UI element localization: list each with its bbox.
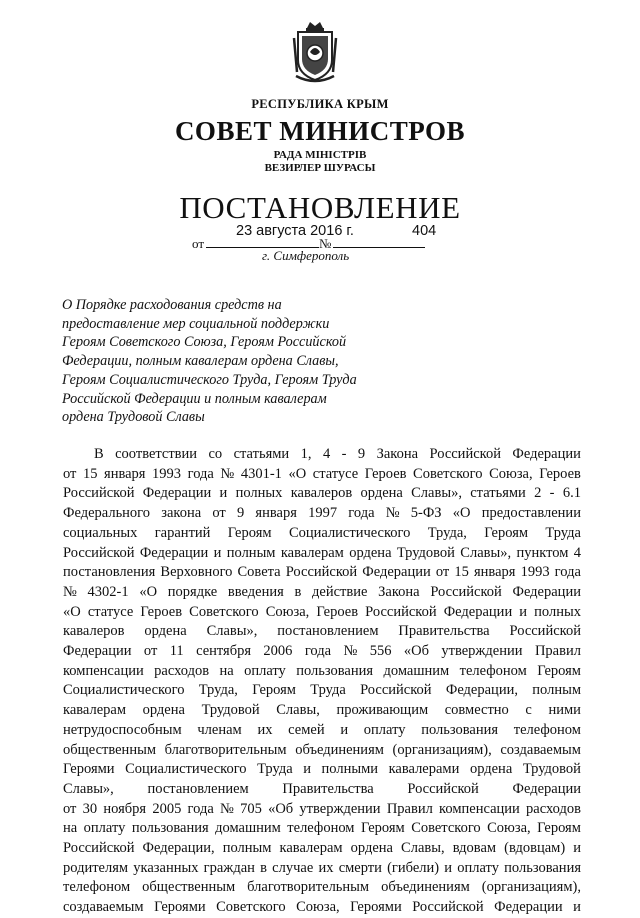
body-word: 5-ФЗ [410,505,442,522]
body-word: 15 [82,465,98,482]
body-word: Закона [378,583,420,600]
body-word: Российской [285,564,358,581]
council-name-ukrainian: РАДА МІНІСТРІВ [273,149,367,161]
body-word: Героев [539,465,581,482]
body-word: 4 [573,544,581,561]
body-word: января [474,564,516,581]
body-word: с [525,702,532,719]
body-word: Героями [350,899,402,916]
body-line [63,445,581,465]
body-line [63,760,581,780]
body-word: и [303,761,311,778]
body-word: Федерации, [142,840,215,857]
body-word: Славы, [276,702,320,719]
body-word: Федерации [362,564,431,581]
body-word: ордена [349,544,392,561]
body-line [63,898,581,918]
body-line [63,504,581,524]
body-word: со [208,446,223,462]
body-word: № [343,643,358,660]
body-word: в [260,859,267,876]
body-word: года [554,564,581,581]
body-word: «О [452,505,471,522]
body-word: Советского [411,820,481,837]
body-word: года [187,465,214,482]
body-word: пользования [296,662,374,679]
body-word: их [318,859,334,876]
body-word: сентября [196,643,251,660]
body-word: домашним [383,662,450,679]
body-word: Российской [412,899,484,916]
body-line [63,544,581,564]
body-word: случае [272,859,314,876]
date-underline [206,237,319,248]
subject-line: предоставление мер социальной поддержки [62,315,330,332]
body-line [63,622,581,642]
number-prefix: № [319,236,332,251]
body-word: Славы», [63,780,114,797]
body-word: кавалерам [280,544,344,561]
body-word: 2 [534,485,542,502]
body-word: кавалерам [279,840,343,857]
body-word: Славы», [206,623,258,640]
body-word: Правил [534,643,581,660]
body-word: компенсации [63,662,144,679]
body-word: Социалистического [125,761,247,778]
body-word: «О [139,583,158,600]
body-word: соответствии [115,446,198,462]
body-line [63,563,581,583]
body-word: и [573,840,581,857]
body-word: статусе [87,603,134,620]
body-word: Героев [140,603,183,620]
body-word: 9 [357,446,366,462]
body-word: «Об [268,800,294,817]
body-word: Героям [252,682,296,699]
body-word: действие [312,583,368,600]
body-word: полным [532,682,581,699]
body-word: ордена [360,485,403,502]
body-word: - [549,485,555,502]
body-word: Правительства [398,623,490,640]
body-word: Героями [154,899,206,916]
body-word: от [63,465,77,482]
body-word: компенсации [439,800,520,817]
body-word: ордена [144,623,187,640]
body-word: Правил [386,800,433,817]
body-word: 2006 [263,643,293,660]
body-word: Российской [63,544,135,561]
subject-line: Российской Федерации и полным кавалерам [62,390,327,407]
body-word: Союза, [296,899,340,916]
body-word: социальных [63,524,138,541]
body-word: оплату [244,662,286,679]
body-word: пользования [131,820,209,837]
body-word: Героям [537,820,581,837]
body-word: № [220,465,235,482]
council-name: СОВЕТ МИНИСТРОВ [174,116,466,146]
body-word: совместно [444,702,509,719]
body-word: оплату [363,721,406,738]
body-word: Советского [413,465,483,482]
body-word: Советского [216,899,286,916]
body-word: статьями [233,446,290,462]
body-word: января [255,505,297,522]
body-word: 15 [454,564,469,581]
body-word: Социалистического [288,524,411,541]
body-line [63,800,581,820]
body-line [63,642,581,662]
number-underline [333,237,425,248]
council-name-crimean-tatar: ВЕЗИРЛЕР ШУРАСЫ [264,162,376,174]
body-word: ордена [469,761,513,778]
body-line [63,780,581,800]
subject-line: О Порядке расходования средств на [62,297,282,313]
body-word: 30 [82,800,98,817]
body-word: Труда, [198,682,238,699]
body-word: указанных [133,859,199,876]
body-word: 11 [169,643,184,660]
body-word: и [340,721,349,738]
body-word: введения [227,583,284,600]
body-line [63,484,581,504]
body-word: и [519,603,528,620]
body-word: от [435,564,450,581]
subject-line: Федерации, полным кавалерам ордена Славы, [62,353,339,370]
body-word: Трудовой [522,761,581,778]
body-line [63,662,581,682]
body-word: (вдовцам) [504,840,566,857]
body-word: Трудовой [201,702,260,719]
body-word: полных [235,485,283,502]
body-word: кавалерам [63,702,127,719]
body-word: ордена [142,702,185,719]
body-word: Социалистического [63,682,185,699]
body-word: Российской [429,446,501,462]
body-word: общественным [142,879,236,896]
body-word: пользования [421,721,499,738]
coat-of-arms-emblem-icon [292,20,338,84]
body-word: семей [288,721,325,738]
body-word: общественным [63,741,156,758]
body-word: статусе [312,465,359,482]
body-word: Труда [310,682,346,699]
body-word: Федерации, [445,682,518,699]
body-word: благотворительным [164,741,287,758]
body-word: создаваемым [500,741,581,758]
body-word: пользования [504,859,581,876]
body-word: Героям [537,662,581,679]
body-word: полным [226,544,276,561]
body-word: 1997 [308,505,338,522]
body-word: и [573,899,581,916]
body-word: постановления [63,564,156,581]
body-word: ними [548,702,581,719]
body-word: года [304,643,332,660]
body-word: Федерации [139,544,209,561]
decree-body [63,445,581,918]
body-word: кавалеров [63,623,125,640]
body-word: Федерации [63,643,132,660]
body-word: 9 [236,505,245,522]
body-word: - [341,446,347,462]
decree-subject [62,296,392,427]
body-word: Героям [360,820,405,837]
body-word: № [220,800,234,817]
body-line [63,701,581,721]
body-word: «О [288,465,307,482]
body-word: Славы», [411,485,462,502]
body-word: и [444,859,453,876]
body-word: от [143,643,158,660]
body-word: родителям [63,859,129,876]
body-word: Труда [545,524,581,541]
body-word: 4302-1 [87,583,129,600]
body-word: членам [197,721,242,738]
body-line [63,859,581,879]
body-word: полных [534,603,581,620]
body-line [63,741,581,761]
decree-title: ПОСТАНОВЛЕНИЕ [179,190,461,225]
body-word: Труда, [427,524,467,541]
body-word: постановлением [147,780,249,797]
body-word: постановлением [277,623,379,640]
body-word: 6.1 [562,485,581,502]
date-prefix: от [192,236,205,251]
body-line [63,721,581,741]
body-line [63,878,581,898]
subject-line: Героям Социалистического Труда, Героям Труда [62,371,357,388]
body-word: Российской [63,485,135,502]
body-word: Верховного [160,564,233,581]
body-word: Российской [430,583,502,600]
body-word: полным [222,840,272,857]
body-word: пунктом [516,544,569,561]
body-word: Славы, [401,840,445,857]
body-word: кавалерами [388,761,460,778]
body-word: Правительства [282,780,374,797]
subject-line: Героям Советского Союза, Героям Российской [62,334,347,351]
body-word: Федерации [443,603,513,620]
body-word: предоставлении [481,505,581,522]
body-word: оплату [83,820,126,837]
decree-number: 404 [412,223,437,239]
body-word: вдовам [452,840,497,857]
body-line [63,583,581,603]
body-line [63,681,581,701]
decree-date: 23 августа 2016 г. [236,223,354,239]
body-word: в [294,583,302,600]
body-word: Героям [227,524,272,541]
body-word: закона [161,505,202,522]
body-word: Союза, [487,820,531,837]
body-word: гарантий [154,524,211,541]
body-word: полными [321,761,379,778]
body-word: нетрудоспособным [63,721,182,738]
body-word: утверждении [299,800,381,817]
body-word: 2005 [152,800,182,817]
body-word: телефоном [513,721,581,738]
body-word: «Об [403,643,429,660]
body-word: Федерации [494,899,563,916]
body-word: граждан [203,859,255,876]
body-word: 1, [300,446,312,462]
body-word: Российской [63,840,135,857]
body-word: ордена [350,840,393,857]
body-word: проживающим [336,702,429,719]
body-line [63,524,581,544]
body-word: Федерации [512,583,581,600]
body-word: Героев [364,465,407,482]
body-word: № [63,583,77,600]
body-word: ноября [103,800,147,817]
body-word: от [63,800,77,817]
body-word: на [63,820,78,837]
city: г. Симферополь [262,248,350,263]
body-word: Союза, [489,465,533,482]
body-word: расходов [526,800,581,817]
body-word: домашним [215,820,281,837]
republic-name: РЕСПУБЛИКА КРЫМ [251,97,389,111]
body-line [63,819,581,839]
body-word: Советского [189,603,259,620]
body-word: порядке [167,583,218,600]
body-word: года [348,505,375,522]
body-word: Трудовой [396,544,455,561]
body-word: 4 [322,446,331,462]
body-word: телефоном [459,662,527,679]
body-word: объединениям [295,741,384,758]
body-word: Союза, [265,603,310,620]
body-word: статьями [470,485,526,502]
body-word: Федерации [142,485,212,502]
body-word: 1993 [152,465,182,482]
body-word: Совета [237,564,281,581]
body-word: кавалеров [290,485,353,502]
body-word: благотворительным [247,879,370,896]
body-word: от [212,505,226,522]
body-word: Федерального [63,505,151,522]
body-word: Российской [365,603,437,620]
body-word: их [257,721,273,738]
body-word: (гибели) [387,859,440,876]
body-word: года [187,800,214,817]
body-word: телефоном [287,820,355,837]
body-word: № [385,505,400,522]
body-word: «О [63,603,81,620]
body-word: Федерации [512,446,581,462]
body-word: (организациям), [392,741,492,758]
body-word: оплату [457,859,499,876]
body-word: и [219,485,228,502]
body-word: Героев [316,603,359,620]
body-word: 705 [240,800,262,817]
body-word: 556 [369,643,392,660]
body-word: объединениям [381,879,470,896]
body-word: утверждении [441,643,523,660]
body-word: расходов [154,662,210,679]
body-word: Героям [484,524,529,541]
body-word: и [213,544,222,561]
body-word: (организациям), [481,879,581,896]
body-word: 1993 [520,564,550,581]
body-line [63,839,581,859]
body-word: Славы», [460,544,512,561]
body-word: Российской [407,780,479,797]
body-word: Труда [257,761,293,778]
body-word: на [219,662,234,679]
body-word: Федерации [512,780,581,797]
body-word: Российской [509,623,581,640]
body-line [63,603,581,623]
body-word: смерти [338,859,382,876]
subject-line: ордена Трудовой Славы [62,409,205,426]
body-word: 4301-1 [240,465,282,482]
body-word: Российской [360,682,432,699]
body-word: января [104,465,146,482]
body-word: создаваемым [63,899,144,916]
body-line [63,465,581,485]
body-word: телефоном [63,879,131,896]
body-word: В [94,446,104,462]
body-word: Закона [376,446,419,462]
body-word: Героями [63,761,115,778]
